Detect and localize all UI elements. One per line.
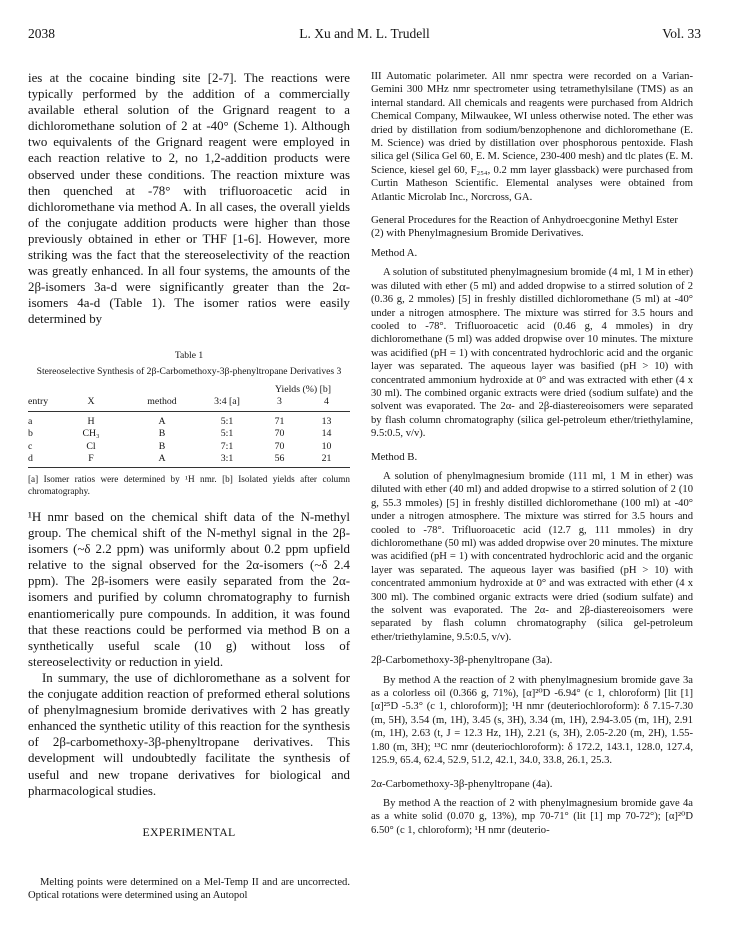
table-cell: 7:1 bbox=[220, 440, 234, 452]
table-label: Table 1 bbox=[174, 349, 204, 361]
table-cell: b bbox=[28, 428, 33, 440]
table-cell: CH₃ bbox=[82, 428, 100, 440]
table-cell: B bbox=[158, 428, 166, 440]
paragraph-results: ies at the cocaine binding site [2-7]. The reactions were typically performed by the addition of a commercially available etheral solution of the Grignard reagent to a dichloromethane solution of 2 at -40° (Scheme 1). Although two equivalents of the Grignard reagent were employed in each reaction relative to 2, no 1,2-addition products were observed under these conditions. The reaction mixture was then quenched at -78° with trifluoroacetic acid in dichloromethane via method A. In all cases, the overall yields of the conjugate addition products were higher than those previously obtained in ether or THF [1-6]. However, more striking was the fact that the stereoselectivity of the reaction was greatly enhanced. In all four systems, the amounts of the 2β-isomers 3a-d were significantly greater than the 2α-isomers 4a-d (Table 1). The isomer ratios were easily determined by bbox=[28, 71, 350, 327]
table-header-row bbox=[28, 396, 350, 412]
table-cell: 71 bbox=[274, 415, 285, 427]
table-cell: 21 bbox=[303, 453, 350, 468]
volume-label: Vol. 33 bbox=[662, 26, 701, 41]
table-cell: H bbox=[87, 415, 95, 427]
method-b-text: A solution of phenylmagnesium bromide (111 ml, 1 M in ether) was diluted with ether (40 ml) and added dropwise to a stirred solution of 2 (10 g, 55.3 mmoles) [5] in freshly distilled dichloromethane (100 ml) at -40° under a nitrogen atmosphere. The mixture was stirred for 3.5 hours and cooled to -78°. Trifluoroacetic acid (12.7 g, 111 mmoles) in dry dichloromethane (50 ml) was added dropwise over 20 minutes. The mixture was acidified (pH = 1) with concentrated hydrochloric acid and the organic layer was separated. The aqueous layer was basified (pH > 10) with concentrated ammonium hydroxide at 0° and was extracted with ether (4 x 300 ml). The combined organic extracts were dried (sodium sulfate) and the solvent was evaporated. The 2α- and 2β-diastereoisomers were separated by flash column chromatography (silica gel-petroleum ether/triethylamine, 9.5:0.5, v/v). bbox=[371, 470, 693, 643]
right-column bbox=[371, 70, 693, 837]
left-column bbox=[28, 70, 350, 903]
table-cell: 70 bbox=[274, 440, 285, 452]
method-a-heading: Method A. bbox=[371, 246, 418, 259]
column-header: 3:4 [a] bbox=[198, 396, 256, 412]
method-a-text: A solution of substituted phenylmagnesium bromide (4 ml, 1 M in ether) was diluted with ether (5 ml) and added dropwise to a stirred solution of 2 (0.36 g, 2 mmoles) [5] in freshly distilled dichloromethane (5 ml) at -40° under a nitrogen atmosphere. The mixture was stirred for 3.5 hours and cooled to -78°. Trifluoroacetic acid (0.46 g, 4 mmoles) in dry dichloromethane (5 ml) was added dropwise over 10 minutes. The mixture was acidified (pH = 1) with concentrated hydrochloric acid and the organic layer was separated. The aqueous layer was basified (pH > 10) with concentrated ammonium hydroxide at 0° and was extracted with ether (4 x 30 ml). The combined organic extracts were dried (sodium sulfate) and the solvent was evaporated. The 2α- and 2β-diastereoisomers were separated by flash column chromatography (silica gel-petroleum ether/triethylamine, 9.5:0.5, v/v). bbox=[371, 267, 693, 440]
paragraph-summary: In summary, the use of dichloromethane as a solvent for the conjugate addition reaction of preformed etheral solutions of phenylmagnesium bromide derivatives with 2 has greatly enhanced the synthetic utility of this reaction for the synthesis of 2β-carbomethoxy-3β-phenyltropane derivatives. This development will undoubtedly facilitate the synthesis of useful and new tropane derivatives for biological and pharmacological studies. bbox=[28, 670, 350, 798]
paragraph-experimental: Melting points were determined on a Mel-Temp II and are uncorrected. Optical rotations were determined using an Autopol bbox=[28, 876, 350, 902]
table-cell: 10 bbox=[321, 440, 332, 452]
table-cell: A bbox=[158, 415, 166, 427]
table-cell: Cl bbox=[86, 440, 96, 452]
table-cell: A bbox=[126, 453, 198, 468]
running-head-authors: L. Xu and M. L. Trudell bbox=[299, 26, 430, 41]
table-row bbox=[28, 453, 350, 468]
column-header: method bbox=[126, 396, 198, 412]
table-cell: 70 bbox=[274, 428, 285, 440]
table-cell: F bbox=[56, 453, 126, 468]
column-header: 3 bbox=[256, 396, 303, 412]
procedure-heading: General Procedures for the Reaction of Anhydroecgonine Methyl Ester (2) with Phenylmagnesium Bromide Derivatives. bbox=[371, 214, 679, 240]
data-table bbox=[28, 384, 350, 469]
column-header: entry bbox=[28, 396, 56, 412]
table-caption: Stereoselective Synthesis of 2β-Carbomethoxy-3β-phenyltropane Derivatives 3 bbox=[36, 365, 342, 377]
table-cell: 5:1 bbox=[220, 428, 234, 440]
table-cell: a bbox=[28, 415, 33, 427]
column-header: 4 bbox=[303, 396, 350, 412]
table-cell: 3:1 bbox=[198, 453, 256, 468]
table-cell: 5:1 bbox=[220, 415, 234, 427]
paragraph-nmr: ¹H nmr based on the chemical shift data of the N-methyl group. The chemical shift of the N-methyl signal in the 2β-isomers (~δ 2.2 ppm) was uniformly about 0.2 ppm upfield relative to the signal observed for the 2α-isomers (~δ 2.4 ppm). The 2β-isomers were easily separated from the 2α-isomers and purified by column chromatography to furnish enantiomerically pure compounds. In addition, it was found that these reactions could be performed via method B on a synthetically useful scale (10 g) without loss of stereoselectivity or reduction in yield. bbox=[28, 510, 350, 669]
section-heading-experimental: EXPERIMENTAL bbox=[142, 824, 236, 839]
table-row bbox=[28, 440, 350, 453]
table-1 bbox=[28, 384, 350, 498]
yields-header: Yields (%) [b] bbox=[274, 384, 332, 395]
page-number: 2038 bbox=[28, 26, 55, 41]
table-footnote: [a] Isomer ratios were determined by ¹H nmr. [b] Isolated yields after column chromatography. bbox=[28, 474, 350, 496]
table-cell: c bbox=[28, 440, 33, 452]
table-cell: 14 bbox=[321, 428, 332, 440]
column-header: X bbox=[56, 396, 126, 412]
compound-3a-heading: 2β-Carbomethoxy-3β-phenyltropane (3a). bbox=[371, 654, 553, 667]
table-cell: 13 bbox=[321, 415, 332, 427]
compound-4a-text: By method A the reaction of 2 with phenylmagnesium bromide gave 4a as a white solid (0.070 g, 13%), mp 70-71° (lit [1] mp 70-72°); [α]²⁰D 6.50° (c 1, chloroform); ¹H nmr (deuterio- bbox=[371, 797, 693, 836]
compound-3a-text: By method A the reaction of 2 with phenylmagnesium bromide gave 3a as a colorless oil (0.366 g, 71%), [α]²⁰D -6.94° (c 1, chloroform) [lit [1] [α]²⁵D -5.3° (c 1, chloroform)]; ¹H nmr (deuteriochloroform): δ 7.15-7.30 (m, 5H), 3.54 (m, 1H), 3.45 (s, 3H), 3.34 (m, 1H), 2.94-3.05 (m, 1H), 2.91 (m, 1H), 2.63 (t, J = 12.3 Hz, 1H), 2.21 (s, 3H), 2.05-2.20 (m, 2H), 1.55-1.80 (m, 3H); ¹³C nmr (deuteriochloroform): δ 172.2, 143.1, 128.0, 127.4, 125.9, 65.4, 62.4, 52.9, 51.2, 42.1, 34.0, 33.8, 26.1, 25.3. bbox=[371, 674, 693, 767]
paragraph-instruments: III Automatic polarimeter. All nmr spectra were recorded on a Varian-Gemini 300 MHz nmr spectrometer using tetramethylsilane (TMS) as an internal standard. All chemicals and reagents were purchased from Aldrich Chemical Company, Milwaukee, WI unless otherwise noted. The ether was dried by distillation from sodium/benzophenone and dichloromethane (E. M. Science) was dried by distillation over phosphorous pentoxide. Flash silica gel (Silica Gel 60, E. M. Science, 230-400 mesh) and tlc plates (E. M. Science, kiesel gel 60, F₂₅₄, 0.2 mm layer glassback) were purchased from Curtin Matheson Scientific. Elemental analyses were obtained from Atlantic Microlab Inc., Norcross, GA. bbox=[371, 71, 693, 203]
table-cell: 56 bbox=[256, 453, 303, 468]
compound-4a-heading: 2α-Carbomethoxy-3β-phenyltropane (4a). bbox=[371, 777, 553, 790]
method-b-heading: Method B. bbox=[371, 450, 418, 463]
table-cell: d bbox=[28, 453, 56, 468]
table-row bbox=[28, 412, 350, 428]
table-cell: B bbox=[158, 440, 166, 452]
table-row bbox=[28, 428, 350, 441]
